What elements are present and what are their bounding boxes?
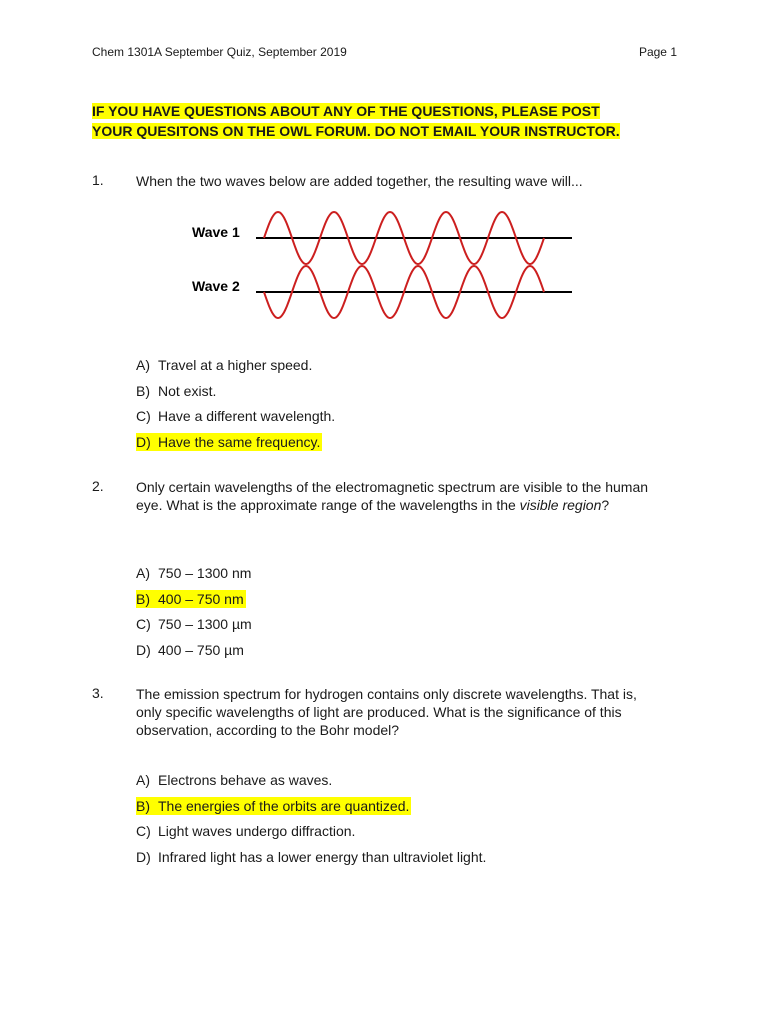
answer-option <box>136 382 337 408</box>
answer-option <box>136 641 254 667</box>
answer-option-content <box>136 590 246 608</box>
answer-option <box>136 590 254 616</box>
question-text: When the two waves below are added together, the resulting wave will... <box>136 173 583 189</box>
answer-option <box>136 848 488 874</box>
answer-option-content <box>136 433 322 451</box>
answer-letter: A) <box>136 357 150 373</box>
answer-letter: A) <box>136 772 150 788</box>
wave-figure <box>184 204 576 320</box>
wave-1-label: Wave 1 <box>192 224 240 240</box>
answer-letter: C) <box>136 823 151 839</box>
answer-text: Not exist. <box>158 382 217 399</box>
question-text <box>136 478 656 514</box>
answer-text: 750 – 1300 nm <box>158 565 252 581</box>
notice-line-2: YOUR QUESITONS ON THE OWL FORUM. DO NOT EMAIL YOUR INSTRUCTOR. <box>92 123 620 139</box>
answer-option <box>136 356 337 382</box>
answer-text: 400 – 750 µm <box>158 641 244 658</box>
answer-letter: D) <box>136 848 151 865</box>
answer-option <box>136 433 337 459</box>
answer-option-content <box>136 382 218 400</box>
answer-options <box>136 771 488 873</box>
answer-options <box>136 356 337 458</box>
answer-option-content <box>136 797 411 815</box>
answer-text: The energies of the orbits are quantized. <box>158 797 410 814</box>
question-number: 1. <box>92 172 104 188</box>
notice-line-1: IF YOU HAVE QUESTIONS ABOUT ANY OF THE QUESTIONS, PLEASE POST <box>92 103 600 119</box>
answer-letter: D) <box>136 641 151 658</box>
answer-letter: B) <box>136 590 150 607</box>
answer-text: Have a different wavelength. <box>158 408 336 424</box>
answer-text: Travel at a higher speed. <box>158 357 313 373</box>
notice <box>92 101 692 141</box>
answer-option <box>136 771 488 797</box>
answer-text: 400 – 750 nm <box>158 590 244 607</box>
question-number: 2. <box>92 478 104 494</box>
answer-option-content <box>136 771 334 789</box>
answer-text: Infrared light has a lower energy than ultraviolet light. <box>158 848 487 865</box>
answer-option-content <box>136 356 314 374</box>
question-text: The emission spectrum for hydrogen contains only discrete wavelengths. That is, only specific wavelengths of light are produced. What is the significance of this observation, according to the Bohr model? <box>136 686 637 738</box>
answer-option <box>136 407 337 433</box>
answer-option-content <box>136 615 254 633</box>
header-title: Chem 1301A September Quiz, September 2019 <box>92 45 347 59</box>
page-header <box>92 45 677 59</box>
page-number: Page 1 <box>638 45 677 59</box>
answer-option <box>136 797 488 823</box>
answer-letter: D) <box>136 433 151 450</box>
answer-letter: B) <box>136 797 150 814</box>
waves-svg <box>184 204 576 320</box>
question-number: 3. <box>92 685 104 701</box>
answer-letter: A) <box>136 565 150 581</box>
answer-option-content <box>136 848 488 866</box>
answer-option-content <box>136 641 246 659</box>
question-text-emphasis: visible region <box>519 497 602 513</box>
answer-option <box>136 564 254 590</box>
answer-text: Have the same frequency. <box>158 433 321 450</box>
answer-letter: C) <box>136 616 151 632</box>
question-text-part: Only certain wavelengths of the electromagnetic spectrum are visible to the human eye. What is the approximate range of the wavelengths in the <box>136 479 649 513</box>
answer-text: 750 – 1300 µm <box>158 616 252 632</box>
answer-option-content <box>136 564 253 582</box>
answer-text: Electrons behave as waves. <box>158 772 333 788</box>
question-text-part: ? <box>601 497 610 513</box>
answer-option <box>136 615 254 641</box>
answer-text: Light waves undergo diffraction. <box>158 823 356 839</box>
answer-option-content <box>136 822 357 840</box>
answer-letter: B) <box>136 382 150 399</box>
answer-option <box>136 822 488 848</box>
answer-letter: C) <box>136 408 151 424</box>
wave-2-label: Wave 2 <box>192 278 240 294</box>
answer-options <box>136 564 254 666</box>
answer-option-content <box>136 407 337 425</box>
